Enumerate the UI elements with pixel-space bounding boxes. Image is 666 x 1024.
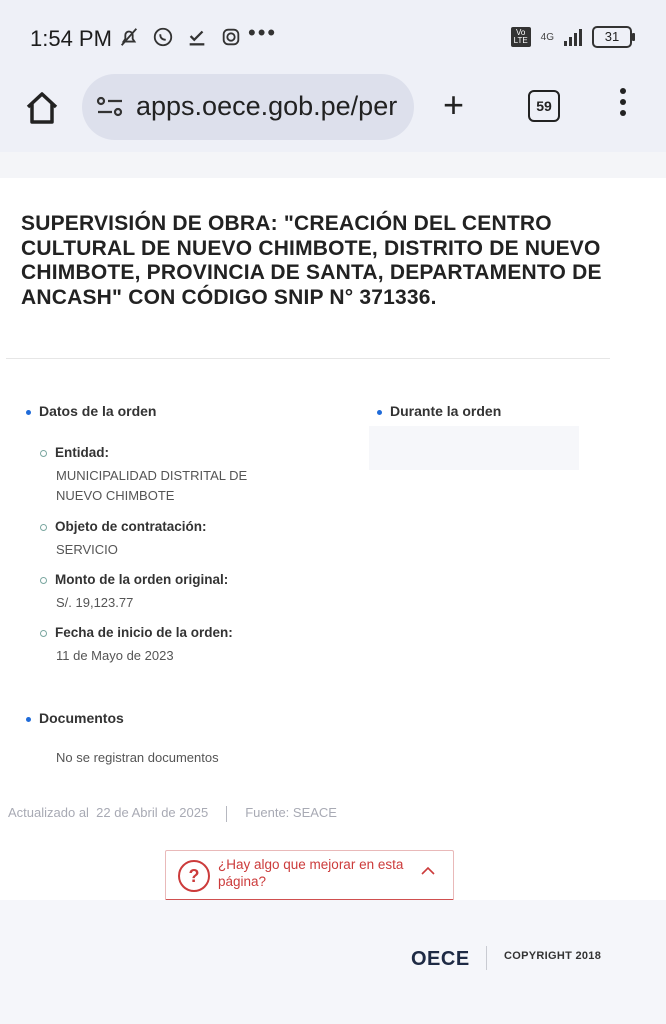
detail-value: S/. 19,123.77 [56, 595, 134, 610]
signal-icon [564, 28, 582, 46]
detail-value: SERVICIO [56, 542, 118, 557]
durante-section-heading [377, 403, 501, 419]
detail-objeto [40, 519, 207, 560]
url-text[interactable]: apps.oece.gob.pe/per [136, 91, 398, 121]
tab-switcher-button[interactable]: 59 [528, 90, 560, 122]
instagram-icon [220, 26, 242, 48]
detail-label: Monto de la orden original: [55, 572, 229, 587]
circle-bullet-icon [40, 450, 47, 457]
network-type: 4G [540, 31, 554, 43]
durante-content-placeholder [369, 426, 579, 470]
detail-monto [40, 572, 228, 613]
no-documents-text: No se registran documentos [56, 750, 219, 765]
detail-label: Objeto de contratación: [55, 519, 207, 534]
browser-toolbar [0, 70, 666, 153]
bullet-icon [26, 717, 31, 722]
home-icon[interactable] [22, 88, 62, 128]
volte-indicator: Vo LTE [511, 27, 531, 47]
bullet-icon [377, 410, 382, 415]
datos-section-heading [26, 403, 156, 419]
question-icon: ? [178, 860, 210, 892]
notification-icons [118, 26, 242, 48]
circle-bullet-icon [40, 630, 47, 637]
page-title: SUPERVISIÓN DE OBRA: "CREACIÓN DEL CENTRO CULTURAL DE NUEVO CHIMBOTE, DISTRITO DE NUEVO CHIMBOTE, PROVINCIA DE SANTA, DEPARTAMENTO DE ANCASH" CON CÓDIGO SNIP N° 371336. [21, 212, 602, 309]
status-time: 1:54 PM [30, 26, 112, 51]
status-bar [0, 0, 666, 70]
updated-date: Actualizado al 22 de Abril de 2025 [8, 805, 209, 820]
detail-label: Entidad: [55, 445, 109, 460]
update-info [8, 805, 337, 822]
circle-bullet-icon [40, 524, 47, 531]
site-settings-icon[interactable] [96, 95, 124, 119]
feedback-widget[interactable] [165, 850, 454, 902]
scrolled-header-strip [0, 152, 666, 178]
download-done-icon [186, 26, 208, 48]
circle-bullet-icon [40, 577, 47, 584]
feedback-prompt[interactable]: ¿Hay algo que mejorar en esta página? [218, 857, 404, 889]
page-footer [0, 900, 666, 1024]
battery-icon: 31 [592, 26, 632, 48]
detail-label: Fecha de inicio de la orden: [55, 625, 233, 640]
oece-logo[interactable]: OECE [411, 948, 470, 970]
documentos-section-heading [26, 710, 124, 726]
new-tab-button[interactable]: + [443, 84, 465, 125]
detail-fecha [40, 625, 233, 666]
source-label: Fuente: SEACE [245, 805, 337, 820]
bullet-icon [26, 410, 31, 415]
durante-heading-label: Durante la orden [390, 403, 502, 419]
detail-entidad [40, 445, 296, 506]
divider [486, 946, 487, 970]
datos-heading-label: Datos de la orden [39, 403, 157, 419]
chevron-up-icon[interactable] [420, 865, 436, 877]
address-bar[interactable] [82, 74, 414, 140]
separator [226, 806, 227, 822]
documentos-heading-label: Documentos [39, 710, 124, 726]
bell-off-icon [118, 26, 140, 48]
copyright-text: COPYRIGHT 2018 [504, 950, 602, 962]
detail-value: MUNICIPALIDAD DISTRITAL DE NUEVO CHIMBOTE [56, 468, 248, 503]
whatsapp-icon [152, 26, 174, 48]
more-notifications-icon: ••• [248, 20, 278, 45]
divider [6, 358, 610, 359]
system-indicators [511, 26, 632, 48]
overflow-menu-icon[interactable] [620, 88, 626, 121]
detail-value: 11 de Mayo de 2023 [56, 648, 174, 663]
